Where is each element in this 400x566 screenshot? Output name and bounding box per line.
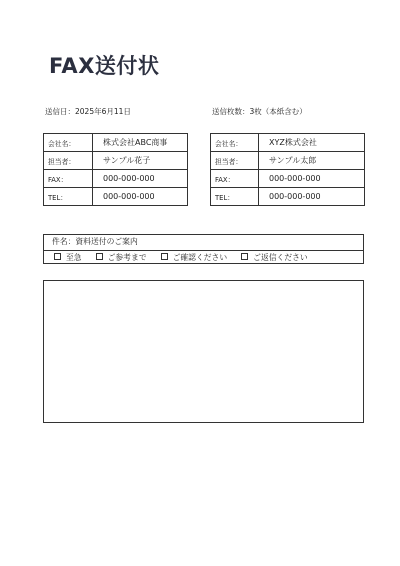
- table-row: [211, 134, 365, 152]
- contact-value: サンプル太郎: [259, 152, 365, 170]
- option-label: ご返信ください: [253, 252, 308, 262]
- table-row: [211, 152, 365, 170]
- option-urgent[interactable]: [54, 251, 82, 266]
- fax-value: 000-000-000: [93, 170, 188, 188]
- option-please-reply[interactable]: [241, 251, 308, 266]
- option-please-confirm[interactable]: [161, 251, 228, 266]
- table-row: [44, 188, 188, 206]
- contact-value: サンプル花子: [93, 152, 188, 170]
- option-label: 至急: [66, 252, 82, 262]
- fax-value: 000-000-000: [259, 170, 365, 188]
- tel-label: TEL：: [44, 188, 93, 206]
- send-date: 送信日：2025年6月11日: [45, 107, 131, 116]
- option-label: ご確認ください: [172, 252, 228, 262]
- message-body-box[interactable]: [43, 280, 364, 423]
- fax-label: FAX：: [211, 170, 259, 188]
- checkbox-icon[interactable]: [54, 253, 61, 260]
- sender-info-table: [43, 133, 188, 206]
- company-value: XYZ株式会社: [259, 134, 365, 152]
- page-title: FAX送付状: [49, 54, 160, 78]
- checkbox-icon[interactable]: [96, 253, 103, 260]
- table-row: [211, 188, 365, 206]
- table-row: [44, 152, 188, 170]
- table-row: [44, 134, 188, 152]
- contact-label: 担当者：: [211, 152, 259, 170]
- checkbox-icon[interactable]: [161, 253, 168, 260]
- company-value: 株式会社ABC商事: [93, 134, 188, 152]
- contact-label: 担当者：: [44, 152, 93, 170]
- company-label: 会社名：: [211, 134, 259, 152]
- fax-label: FAX：: [44, 170, 93, 188]
- option-label: ご参考まで: [107, 252, 147, 262]
- subject-line: 件名：資料送付のご案内: [44, 235, 363, 251]
- option-for-reference[interactable]: [96, 251, 147, 266]
- tel-value: 000-000-000: [259, 188, 365, 206]
- tel-value: 000-000-000: [93, 188, 188, 206]
- recipient-info-table: [210, 133, 365, 206]
- checkbox-icon[interactable]: [241, 253, 248, 260]
- tel-label: TEL：: [211, 188, 259, 206]
- subject-box: [43, 234, 364, 264]
- table-row: [44, 170, 188, 188]
- company-label: 会社名：: [44, 134, 93, 152]
- page-count: 送信枚数：3枚（本紙含む）: [212, 107, 307, 116]
- table-row: [211, 170, 365, 188]
- option-checkboxes: [44, 251, 363, 266]
